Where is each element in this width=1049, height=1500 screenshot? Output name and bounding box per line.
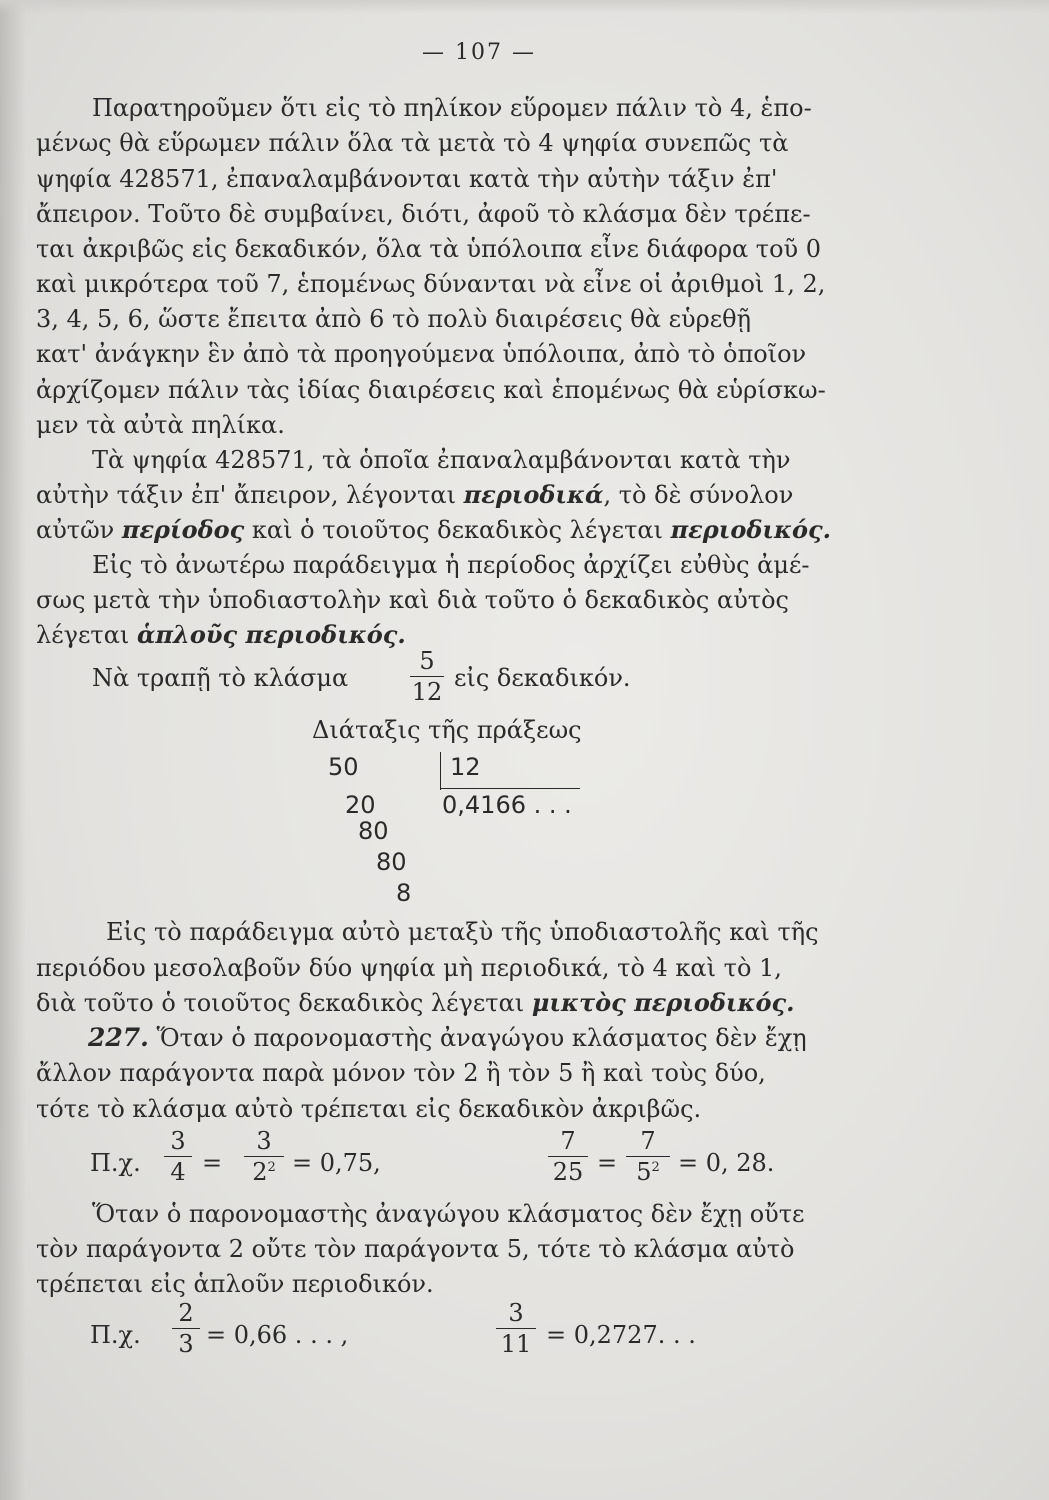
term-periodic-decimal: περιοδικός. [670,515,831,544]
equals-sign: = [597,1149,618,1177]
fraction-numerator: 3 [256,1127,272,1155]
division-layout-title: Διάταξις τῆς πράξεως [312,716,582,744]
division-horizontal-line [440,788,580,789]
example1-text-after: εἰς δεκαδικόν. [454,664,631,692]
p2-line-1: Τὰ ψηφία 428571, τὰ ὁποῖα ἐπαναλαμβάνονται κατὰ τὴν [92,446,791,474]
example3-fraction-1 [172,1300,200,1357]
p4-line-2: περιόδου μεσολαβοῦν δύο ψηφία μὴ περιοδικά, τὸ 4 καὶ τὸ 1, [36,954,782,982]
p2-text: καὶ ὁ τοιοῦτος δεκαδικὸς λέγεται [244,516,671,544]
fraction-bar [164,1156,192,1157]
division-dividend: 50 [328,753,359,781]
example3-label: Π.χ. [90,1321,141,1349]
division-remainder-4: 8 [396,879,412,907]
p1-line-9: ἀρχίζομεν πάλιν τὰς ἰδίας διαιρέσεις καὶ ἑπομένως θὰ εὑρίσκω- [36,376,826,404]
p3-text: λέγεται [36,621,137,649]
p1-line-2: μένως θὰ εὕρωμεν πάλιν ὅλα τὰ μετὰ τὸ 4 ψηφία συνεπῶς τὰ [36,129,789,157]
section-227-line-3: τότε τὸ κλάσμα αὐτὸ τρέπεται εἰς δεκαδικὸν ἀκριβῶς. [36,1095,702,1123]
fraction-numerator: 3 [508,1299,524,1327]
p1-line-5: ται ἀκριβῶς εἰς δεκαδικόν, ὅλα τὰ ὑπόλοιπα εἶνε διάφορα τοῦ 0 [36,235,822,263]
p3-line-3 [36,620,406,650]
example2-result-1: = 0,75, [292,1149,381,1177]
section-text: Ὅταν ὁ παρονομαστὴς ἀναγώγου κλάσματος δὲν ἔχῃ [156,1024,807,1052]
example1-text-before: Νὰ τραπῇ τὸ κλάσμα [92,664,349,692]
fraction-bar [496,1328,536,1329]
example2-fraction-1 [164,1128,192,1185]
term-period: περίοδος [121,515,245,544]
fraction-denominator: 11 [500,1330,532,1358]
fraction-bar [172,1328,200,1329]
fraction-bar [626,1156,670,1157]
exponent: 2 [267,1160,276,1175]
p2-line-3 [36,515,831,545]
p3-line-1: Εἰς τὸ ἀνωτέρω παράδειγμα ἡ περίοδος ἀρχίζει εὐθὺς ἀμέ- [92,551,810,579]
p5-line-1: Ὅταν ὁ παρονομαστὴς ἀναγώγου κλάσματος δὲν ἔχῃ οὔτε [92,1200,805,1228]
p2-text: αὐτῶν [36,516,122,544]
p1-line-6: καὶ μικρότερα τοῦ 7, ἑπομένως δύνανται νὰ εἶνε οἱ ἀριθμοὶ 1, 2, [36,270,826,298]
fraction-bar [410,676,444,677]
page-edge-shadow [0,0,26,1500]
p1-line-3: ψηφία 428571, ἐπαναλαμβάνονται κατὰ τὴν αὐτὴν τάξιν ἐπ' [36,165,778,193]
fraction-bar [548,1156,588,1157]
denominator-base: 2 [252,1158,268,1186]
p1-line-10: μεν τὰ αὐτὰ πηλίκα. [36,411,285,439]
p2-text: αὐτὴν τάξιν ἐπ' ἄπειρον, λέγονται [36,481,464,509]
p1-line-7: 3, 4, 5, 6, ὥστε ἔπειτα ἀπὸ 6 τὸ πολὺ διαιρέσεις θὰ εὑρεθῇ [36,305,751,333]
fraction-bar [244,1156,284,1157]
example2-fraction-3 [548,1128,588,1185]
fraction-denominator [244,1159,284,1185]
p1-line-4: ἄπειρον. Τοῦτο δὲ συμβαίνει, διότι, ἀφοῦ τὸ κλάσμα δὲν τρέπε- [36,200,811,228]
example1-fraction [410,648,444,705]
page-top-shadow [0,0,1049,14]
p3-line-2: σως μετὰ τὴν ὑποδιαστολὴν καὶ διὰ τοῦτο ὁ δεκαδικὸς αὐτὸς [36,586,789,614]
division-remainder-1: 20 [345,791,376,819]
section-227-line-1 [88,1023,807,1053]
example2-fraction-4 [626,1128,670,1185]
fraction-numerator: 2 [178,1299,194,1327]
p1-line-1: Παρατηροῦμεν ὅτι εἰς τὸ πηλίκον εὕρομεν πάλιν τὸ 4, ἑπο- [92,94,812,122]
exponent: 2 [651,1160,660,1175]
p5-line-3: τρέπεται εἰς ἁπλοῦν περιοδικόν. [36,1270,434,1298]
example3-result-1: = 0,66 . . . , [206,1321,349,1349]
p2-text: , τὸ δὲ σύνολον [603,481,794,509]
division-divisor: 12 [450,753,481,781]
fraction-denominator: 25 [552,1158,584,1186]
division-quotient: 0,4166 . . . [442,791,572,819]
p2-line-2 [36,480,793,510]
page-number: — 107 — [422,40,536,65]
p1-line-8: κατ' ἀνάγκην ἓν ἀπὸ τὰ προηγούμενα ὑπόλοιπα, ἀπὸ τὸ ὁποῖον [36,340,807,368]
division-vertical-line [440,752,441,790]
term-mixed-periodic: μικτὸς περιοδικός. [531,988,795,1017]
denominator-base: 5 [636,1158,652,1186]
fraction-numerator: 7 [560,1127,576,1155]
example2-label: Π.χ. [90,1149,141,1177]
fraction-denominator [626,1159,670,1185]
division-remainder-2: 80 [358,817,389,845]
fraction-denominator: 4 [170,1158,186,1186]
example3-result-2: = 0,2727. . . [546,1321,696,1349]
p5-line-2: τὸν παράγοντα 2 οὔτε τὸν παράγοντα 5, τότε τὸ κλάσμα αὐτὸ [36,1235,795,1263]
section-number: 227. [88,1023,149,1052]
fraction-numerator: 7 [640,1127,656,1155]
p4-line-1: Εἰς τὸ παράδειγμα αὐτὸ μεταξὺ τῆς ὑποδιαστολῆς καὶ τῆς [106,918,819,946]
term-periodic: περιοδικά [463,480,604,509]
example2-fraction-2 [244,1128,284,1185]
section-227-line-2: ἄλλον παράγοντα παρὰ μόνον τὸν 2 ἢ τὸν 5 ἢ καὶ τοὺς δύο, [36,1059,766,1087]
division-remainder-3: 80 [376,848,407,876]
fraction-numerator: 5 [419,647,435,675]
term-simple-periodic: ἁπλοῦς περιοδικός. [136,620,406,649]
p4-line-3 [36,988,794,1018]
fraction-denominator: 3 [178,1330,194,1358]
fraction-denominator: 12 [411,678,443,706]
example2-result-2: = 0, 28. [678,1149,775,1177]
equals-sign: = [202,1149,223,1177]
example3-fraction-2 [496,1300,536,1357]
fraction-numerator: 3 [170,1127,186,1155]
p4-text: διὰ τοῦτο ὁ τοιοῦτος δεκαδικὸς λέγεται [36,989,532,1017]
